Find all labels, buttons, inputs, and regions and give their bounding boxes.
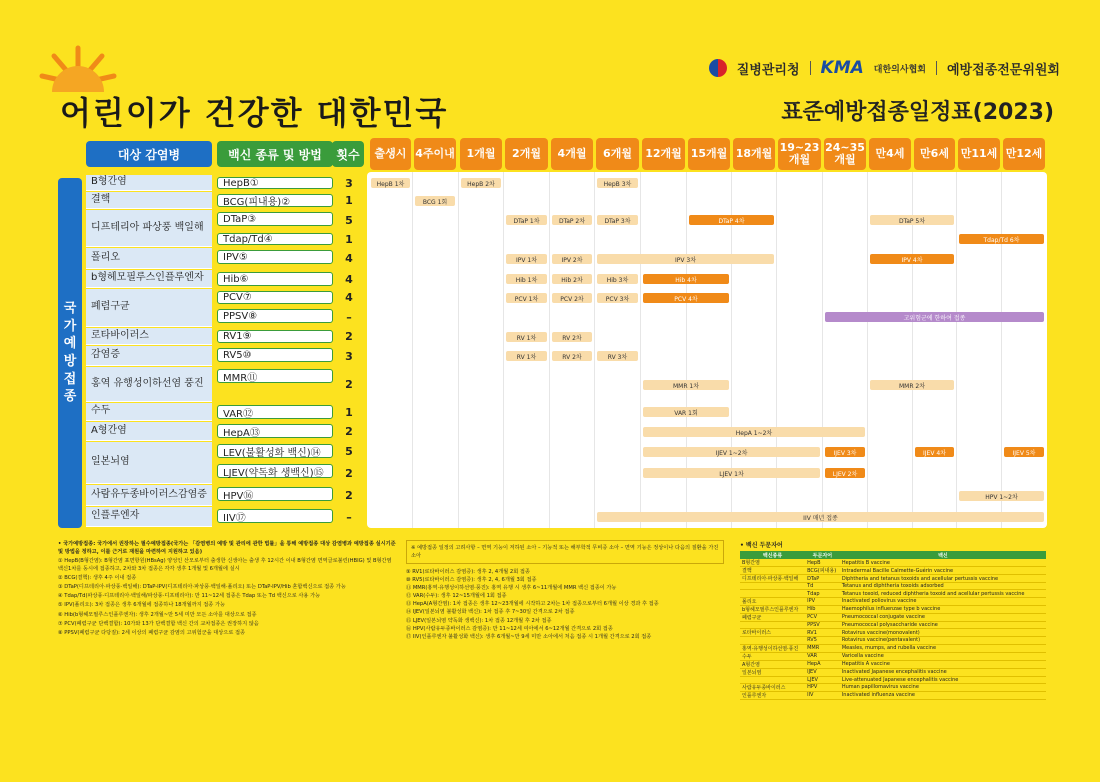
grid-divider bbox=[412, 172, 413, 528]
abbr-cell: 일본뇌염 bbox=[740, 668, 805, 676]
abbr-row bbox=[740, 621, 1046, 628]
dose-bar-hepb2: HepB 2차 bbox=[461, 178, 501, 188]
footnote-item: ⑯ HPV(사람유두종바이러스 감염증): 만 11~12세 여아에서 6~12개월 간격으로 2회 접종 bbox=[406, 625, 613, 632]
kdca-logo-icon bbox=[709, 59, 727, 77]
divider bbox=[810, 61, 811, 75]
footnote-item: ⑦ PCV(폐렴구균 단백결합): 10가와 13가 단백결합 백신 간의 교차접종은 권장하지 않음 bbox=[58, 620, 259, 627]
disease-cell: 폴리오 bbox=[86, 248, 212, 269]
dose-bar-ipv2: IPV 2차 bbox=[552, 254, 592, 264]
abbr-cell: Rotavirus vaccine(monovalent) bbox=[840, 629, 1046, 637]
dose-bar-bcg: BCG 1회 bbox=[415, 196, 455, 206]
grid-divider bbox=[458, 172, 459, 528]
abbr-cell: Pneumococcal polysaccharide vaccine bbox=[840, 621, 1046, 628]
abbr-cell: 결핵 bbox=[740, 567, 805, 575]
dose-count: – bbox=[346, 310, 352, 324]
abbr-cell: RV5 bbox=[805, 637, 840, 644]
abbr-cell: LJEV bbox=[805, 676, 840, 683]
dose-bar-rv5_1: RV 1차 bbox=[506, 351, 547, 361]
age-header-8: 18개월 bbox=[733, 138, 775, 170]
col-header-count: 횟수 bbox=[332, 141, 364, 167]
abbr-cell bbox=[740, 621, 805, 628]
grid-divider bbox=[549, 172, 550, 528]
dose-count: 2 bbox=[345, 489, 353, 502]
vaccine-cell: VAR⑫ bbox=[217, 405, 333, 419]
dose-count: 3 bbox=[345, 349, 353, 363]
dose-bar-dtap4: DTaP 4차 bbox=[689, 215, 774, 225]
notes-intro: • 국가예방접종: 국가에서 권장하는 필수예방접종(국가는 「감염병의 예방 및 관리에 관한 법률」을 통해 예방접종 대상 감염병과 예방접종 실시기준 및 방법을 정하고, 이를 근거로 재원을 마련하여 지원하고 있음) bbox=[58, 541, 396, 556]
dose-count: 4 bbox=[345, 252, 353, 265]
age-header-13: 만11세 bbox=[958, 138, 1000, 170]
vaccine-cell: HepA⑬ bbox=[217, 424, 333, 438]
abbr-row bbox=[740, 637, 1046, 644]
disease-cell: 결핵 bbox=[86, 192, 212, 209]
dose-bar-var: VAR 1회 bbox=[643, 407, 729, 417]
dose-count: 1 bbox=[345, 232, 353, 246]
abbr-cell: DTaP bbox=[805, 575, 840, 583]
abbr-row bbox=[740, 590, 1046, 597]
dose-bar-hib1: Hib 1차 bbox=[506, 274, 547, 284]
considerations-box: ※ 예방접종 일정의 고려사항 – 면역 기능이 저하된 소아 – 기능적 또는 해부학적 무비증 소아 – 면역 기능은 정상이나 다음의 질환을 가진 소아 bbox=[406, 540, 724, 564]
abbr-header-cell: 백신 bbox=[840, 551, 1046, 559]
abbr-cell: 로타바이러스 bbox=[740, 629, 805, 637]
committee-logo-text: 예방접종전문위원회 bbox=[946, 62, 1060, 78]
dose-bar-pcv3: PCV 3차 bbox=[597, 293, 638, 303]
footnote-item: ⑩ RV5(로타바이러스 감염증): 생후 2, 4, 6개월 3회 접종 bbox=[406, 577, 537, 584]
abbr-row bbox=[740, 660, 1046, 668]
col-header-vaccine: 백신 종류 및 방법 bbox=[217, 141, 333, 167]
dose-bar-rv1_2: RV 2차 bbox=[552, 332, 592, 342]
disease-cell: 인플루엔자 bbox=[86, 507, 212, 527]
logo-bar bbox=[709, 58, 1060, 78]
dose-count: 1 bbox=[345, 405, 353, 419]
dose-bar-ljev2: LJEV 2차 bbox=[825, 468, 865, 478]
disease-cell: 로타바이러스 bbox=[86, 328, 212, 345]
vaccine-abbreviations bbox=[740, 540, 1046, 700]
dose-bar-tdap: Tdap/Td 6차 bbox=[959, 234, 1044, 244]
abbr-cell: Tetanus toxoid, reduced diphtheria toxoid and acellular pertussis vaccine bbox=[840, 590, 1046, 597]
abbr-row bbox=[740, 583, 1046, 590]
age-header-5: 6개월 bbox=[596, 138, 639, 170]
abbr-cell: 폐렴구균 bbox=[740, 613, 805, 621]
kma-logo: KMA bbox=[820, 58, 864, 78]
side-label-char: 가 bbox=[63, 318, 77, 334]
vaccine-cell: HepB① bbox=[217, 177, 333, 189]
abbr-cell: Human papillomavirus vaccine bbox=[840, 683, 1046, 691]
abbr-cell: Live-attenuated Japanese encephalitis vaccine bbox=[840, 676, 1046, 683]
dose-bar-iev4: IJEV 4차 bbox=[915, 447, 954, 457]
abbr-cell: B형간염 bbox=[740, 559, 805, 567]
abbr-cell: Td bbox=[805, 583, 840, 590]
kma-logo-sub: 대한의사협회 bbox=[873, 64, 926, 75]
abbr-cell: PCV bbox=[805, 613, 840, 621]
disease-cell: 일본뇌염 bbox=[86, 442, 212, 484]
abbr-row bbox=[740, 644, 1046, 652]
abbr-cell: RV1 bbox=[805, 629, 840, 637]
dose-bar-iev12: IJEV 1~2차 bbox=[643, 447, 820, 457]
vaccine-cell: IIV⑰ bbox=[217, 509, 333, 523]
abbr-cell: BCG(피내용) bbox=[805, 567, 840, 575]
footnote-item: ⑧ PPSV(폐렴구균 다당질): 2세 이상의 폐렴구균 감염의 고위험군을 대상으로 접종 bbox=[58, 629, 246, 636]
dose-count: – bbox=[346, 510, 352, 524]
abbr-cell: Inactivated poliovirus vaccine bbox=[840, 597, 1046, 605]
abbr-cell: 수두 bbox=[740, 652, 805, 660]
dose-bar-pcv4: PCV 4차 bbox=[643, 293, 729, 303]
abbr-cell: Hepatitis A vaccine bbox=[840, 660, 1046, 668]
dose-count: 5 bbox=[345, 445, 353, 458]
abbr-cell: 디프테리아·파상풍·백일해 bbox=[740, 575, 805, 583]
disease-cell: B형간염 bbox=[86, 175, 212, 191]
dose-bar-mmr1: MMR 1차 bbox=[643, 380, 729, 390]
dose-bar-rv5_3: RV 3차 bbox=[597, 351, 638, 361]
age-header-9: 19~23 개월 bbox=[778, 138, 821, 170]
disease-cell: 감염증 bbox=[86, 346, 212, 366]
kdca-logo-text: 질병관리청 bbox=[736, 62, 800, 78]
dose-bar-hepb1: HepB 1차 bbox=[371, 178, 410, 188]
dose-bar-hepa: HepA 1~2차 bbox=[643, 427, 865, 437]
age-header-2: 1개월 bbox=[460, 138, 502, 170]
grid-divider bbox=[1001, 172, 1002, 528]
disease-cell: b형헤모필루스인플루엔자 bbox=[86, 270, 212, 288]
dose-bar-ipv3: IPV 3차 bbox=[597, 254, 774, 264]
age-header-14: 만12세 bbox=[1003, 138, 1045, 170]
disease-cell: 폐렴구균 bbox=[86, 289, 212, 327]
abbr-row bbox=[740, 575, 1046, 583]
vaccine-cell: LJEV(약독화 생백신)⑮ bbox=[217, 464, 333, 478]
abbr-cell: A형간염 bbox=[740, 660, 805, 668]
abbr-cell: HPV bbox=[805, 683, 840, 691]
vaccine-cell: RV5⑩ bbox=[217, 348, 333, 362]
abbr-row bbox=[740, 629, 1046, 637]
dose-bar-dtap5: DTaP 5차 bbox=[870, 215, 954, 225]
abbr-row bbox=[740, 605, 1046, 613]
side-label-char: 예 bbox=[63, 336, 77, 352]
footnote-item: ⑫ VAR(수두): 생후 12~15개월에 1회 접종 bbox=[406, 593, 507, 600]
dose-count: 5 bbox=[345, 213, 353, 227]
footnotes-left bbox=[58, 540, 396, 638]
side-label-char: 접 bbox=[63, 371, 77, 387]
grid-divider bbox=[640, 172, 641, 528]
abbr-cell: Hib bbox=[805, 605, 840, 613]
footnote-item: ⑤ IPV(폴리오): 3차 접종은 생후 6개월에 접종하나 18개월까지 접종 가능 bbox=[58, 602, 225, 609]
grid-divider bbox=[956, 172, 957, 528]
dose-bar-ipv4: IPV 4차 bbox=[870, 254, 954, 264]
age-header-7: 15개월 bbox=[688, 138, 730, 170]
footnote-item: ④ Tdap/Td(파상풍·디프테리아·백일해/파상풍·디프테리아): 만 11~12세 접종은 Tdap 또는 Td 백신으로 사용 가능 bbox=[58, 593, 321, 600]
dose-bar-pcv1: PCV 1차 bbox=[506, 293, 547, 303]
grid-divider bbox=[867, 172, 868, 528]
vaccine-cell: Hib⑥ bbox=[217, 272, 333, 286]
grid-divider bbox=[822, 172, 823, 528]
dose-bar-iev5: IJEV 5차 bbox=[1004, 447, 1044, 457]
abbr-cell: Varicella vaccine bbox=[840, 652, 1046, 660]
abbr-cell bbox=[740, 583, 805, 590]
abbr-cell: 홍역·유행성이하선염·풍진 bbox=[740, 644, 805, 652]
abbr-cell: MMR bbox=[805, 644, 840, 652]
abbr-title: • 백신 두문자어 bbox=[740, 542, 783, 549]
age-header-6: 12개월 bbox=[642, 138, 685, 170]
dose-bar-ppsv: 고위험군에 한하여 접종 bbox=[825, 312, 1044, 322]
abbr-row bbox=[740, 567, 1046, 575]
abbr-cell: Inactivated influenza vaccine bbox=[840, 691, 1046, 699]
age-header-1: 4주이내 bbox=[414, 138, 456, 170]
abbr-row bbox=[740, 676, 1046, 683]
footnote-item: ⑰ IIV(인플루엔자 불활성화 백신): 생후 6개월~만 9세 미만 소아에서 처음 접종 시 1개월 간격으로 2회 접종 bbox=[406, 633, 652, 640]
abbr-cell: VAR bbox=[805, 652, 840, 660]
dose-count: 2 bbox=[345, 466, 353, 480]
abbr-cell: Tdap bbox=[805, 590, 840, 597]
footnote-item: ⑥ Hib(b형헤모필루스인플루엔자): 생후 2개월~만 5세 미만 모든 소아를 대상으로 접종 bbox=[58, 611, 257, 618]
grid-divider bbox=[912, 172, 913, 528]
abbr-cell: IIV bbox=[805, 691, 840, 699]
abbr-cell: Rotavirus vaccine(pentavalent) bbox=[840, 637, 1046, 644]
dose-bar-dtap1: DTaP 1차 bbox=[506, 215, 547, 225]
abbr-cell: 사람유두종바이러스 bbox=[740, 683, 805, 691]
abbr-row bbox=[740, 652, 1046, 660]
footnote-item: ⑪ MMR(홍역·유행성이하선염·풍진): 홍역 유행 시 생후 6~11개월에 MMR 백신 접종이 가능 bbox=[406, 585, 617, 592]
age-header-0: 출생시 bbox=[370, 138, 411, 170]
vaccine-cell: HPV⑯ bbox=[217, 487, 333, 501]
abbr-row bbox=[740, 683, 1046, 691]
dose-bar-hpv: HPV 1~2차 bbox=[959, 491, 1044, 501]
divider bbox=[936, 61, 937, 75]
abbr-row bbox=[740, 613, 1046, 621]
abbr-cell: b형헤모필루스인플루엔자 bbox=[740, 605, 805, 613]
dose-count: 2 bbox=[345, 378, 353, 391]
dose-bar-mmr2: MMR 2차 bbox=[870, 380, 954, 390]
side-label-char: 국 bbox=[63, 301, 77, 317]
vaccine-cell: PCV⑦ bbox=[217, 291, 333, 304]
age-header-3: 2개월 bbox=[505, 138, 548, 170]
side-label-char: 방 bbox=[63, 354, 77, 369]
col-header-disease: 대상 감염병 bbox=[86, 141, 212, 167]
footnote-item: ⑭ IJEV(일본뇌염 불활성화 백신): 1차 접종 후 7~30일 간격으로 2차 접종 bbox=[406, 609, 575, 616]
dose-count: 3 bbox=[345, 176, 353, 190]
dose-bar-dtap2: DTaP 2차 bbox=[552, 215, 592, 225]
disease-cell: 홍역 유행성이하선염 풍진 bbox=[86, 367, 212, 402]
dose-bar-hib4: Hib 4차 bbox=[643, 274, 729, 284]
vaccine-cell: BCG(피내용)② bbox=[217, 194, 333, 207]
side-label-national-immunization bbox=[58, 178, 82, 528]
abbr-cell: 인플루엔자 bbox=[740, 691, 805, 699]
age-header-11: 만4세 bbox=[869, 138, 911, 170]
dose-bar-dtap3: DTaP 3차 bbox=[597, 215, 638, 225]
dose-count: 2 bbox=[345, 425, 353, 438]
vaccine-cell: Tdap/Td④ bbox=[217, 233, 333, 245]
abbr-cell: 폴리오 bbox=[740, 597, 805, 605]
dose-count: 1 bbox=[345, 194, 353, 207]
schedule-title: 표준예방접종일정표(2023) bbox=[781, 100, 1054, 125]
vaccine-cell: DTaP③ bbox=[217, 212, 333, 226]
footnote-item: ① HepB(B형간염): B형간염 표면항원(HBsAg) 양성인 산모로부터 출생한 신생아는 출생 후 12시간 이내 B형간염 면역글로불린(HBIG) 및 B형간염 백신1차를 동시에 접종하고, 2차와 3차 접종은 각각 생후 1개월 및 6개월에 실시 bbox=[58, 558, 392, 573]
dose-count: 4 bbox=[345, 272, 353, 286]
abbr-cell bbox=[740, 676, 805, 683]
dose-bar-hepb3: HepB 3차 bbox=[597, 178, 638, 188]
disease-cell: 수두 bbox=[86, 403, 212, 421]
footnote-item: ② BCG(결핵): 생후 4주 이내 접종 bbox=[58, 575, 137, 582]
dose-bar-ljev1: LJEV 1차 bbox=[643, 468, 820, 478]
footnote-item: ⑨ RV1(로타바이러스 감염증): 생후 2, 4개월 2회 접종 bbox=[406, 569, 530, 576]
vaccine-cell: LEV(불활성화 백신)⑭ bbox=[217, 444, 333, 458]
abbr-cell bbox=[740, 637, 805, 644]
dose-bar-hib3: Hib 3차 bbox=[597, 274, 638, 284]
grid-divider bbox=[503, 172, 504, 528]
abbr-cell: Diphtheria and tetanus toxoids and acellular pertussis vaccine bbox=[840, 575, 1046, 583]
abbr-row bbox=[740, 597, 1046, 605]
dose-count: 4 bbox=[345, 291, 353, 304]
vaccine-cell: IPV⑤ bbox=[217, 250, 333, 264]
abbr-cell: IPV bbox=[805, 597, 840, 605]
abbr-row bbox=[740, 668, 1046, 676]
dose-bar-rv1_1: RV 1차 bbox=[506, 332, 547, 342]
abbr-cell: Haemophilus influenzae type b vaccine bbox=[840, 605, 1046, 613]
abbr-cell: Intradermal Bacille Calmette-Guérin vaccine bbox=[840, 567, 1046, 575]
dose-bar-hib2: Hib 2차 bbox=[552, 274, 592, 284]
dose-bar-iiv: IIV 매년 접종 bbox=[597, 512, 1044, 522]
footnotes-middle bbox=[406, 540, 724, 641]
abbr-row bbox=[740, 691, 1046, 699]
dose-bar-rv5_2: RV 2차 bbox=[552, 351, 592, 361]
grid-divider bbox=[594, 172, 595, 528]
disease-cell: 사람유두종바이러스감염증 bbox=[86, 485, 212, 506]
side-label-char: 종 bbox=[63, 389, 77, 405]
abbr-cell bbox=[740, 590, 805, 597]
dose-count: 2 bbox=[345, 330, 353, 343]
dose-bar-pcv2: PCV 2차 bbox=[552, 293, 592, 303]
footnote-item: ③ DTaP(디프테리아·파상풍·백일해): DTaP-IPV(디프테리아·파상풍·백일해·폴리오) 또는 DTaP-IPV/Hib 혼합백신으로 접종 가능 bbox=[58, 584, 346, 591]
abbr-cell: Inactivated Japanese encephalitis vaccine bbox=[840, 668, 1046, 676]
age-header-4: 4개월 bbox=[551, 138, 593, 170]
footnote-item: ⑬ HepA(A형간염): 1차 접종은 생후 12~23개월에 시작하고 2차는 1차 접종으로부터 6개월 이상 경과 후 접종 bbox=[406, 601, 659, 608]
abbr-header-cell: 백신종류 bbox=[740, 551, 805, 559]
abbr-cell: HepB bbox=[805, 559, 840, 567]
vaccine-cell: RV1⑨ bbox=[217, 330, 333, 343]
abbr-cell: HepA bbox=[805, 660, 840, 668]
age-header-10: 24~35 개월 bbox=[824, 138, 866, 170]
vaccine-cell: PPSV⑧ bbox=[217, 309, 333, 323]
disease-cell: 디프테리아 파상풍 백일해 bbox=[86, 210, 212, 247]
abbr-cell: IJEV bbox=[805, 668, 840, 676]
age-header-12: 만6세 bbox=[914, 138, 955, 170]
footnote-item: ⑮ LJEV(일본뇌염 약독화 생백신): 1차 접종 12개월 후 2차 접종 bbox=[406, 617, 552, 624]
abbr-cell: Measles, mumps, and rubella vaccine bbox=[840, 644, 1046, 652]
vaccine-cell: MMR⑪ bbox=[217, 369, 333, 383]
dose-bar-ipv1: IPV 1차 bbox=[506, 254, 547, 264]
abbr-cell: PPSV bbox=[805, 621, 840, 628]
abbr-row bbox=[740, 559, 1046, 567]
page-title: 어린이가 건강한 대한민국 bbox=[60, 94, 449, 132]
abbr-cell: Pneumococcal conjugate vaccine bbox=[840, 613, 1046, 621]
disease-cell: A형간염 bbox=[86, 422, 212, 441]
abbr-table bbox=[740, 551, 1046, 700]
dose-bar-iev3: IJEV 3차 bbox=[825, 447, 865, 457]
abbr-cell: Tetanus and diphtheria toxoids adsorbed bbox=[840, 583, 1046, 590]
abbr-cell: Hepatitis B vaccine bbox=[840, 559, 1046, 567]
abbr-header-cell: 두문자어 bbox=[805, 551, 840, 559]
